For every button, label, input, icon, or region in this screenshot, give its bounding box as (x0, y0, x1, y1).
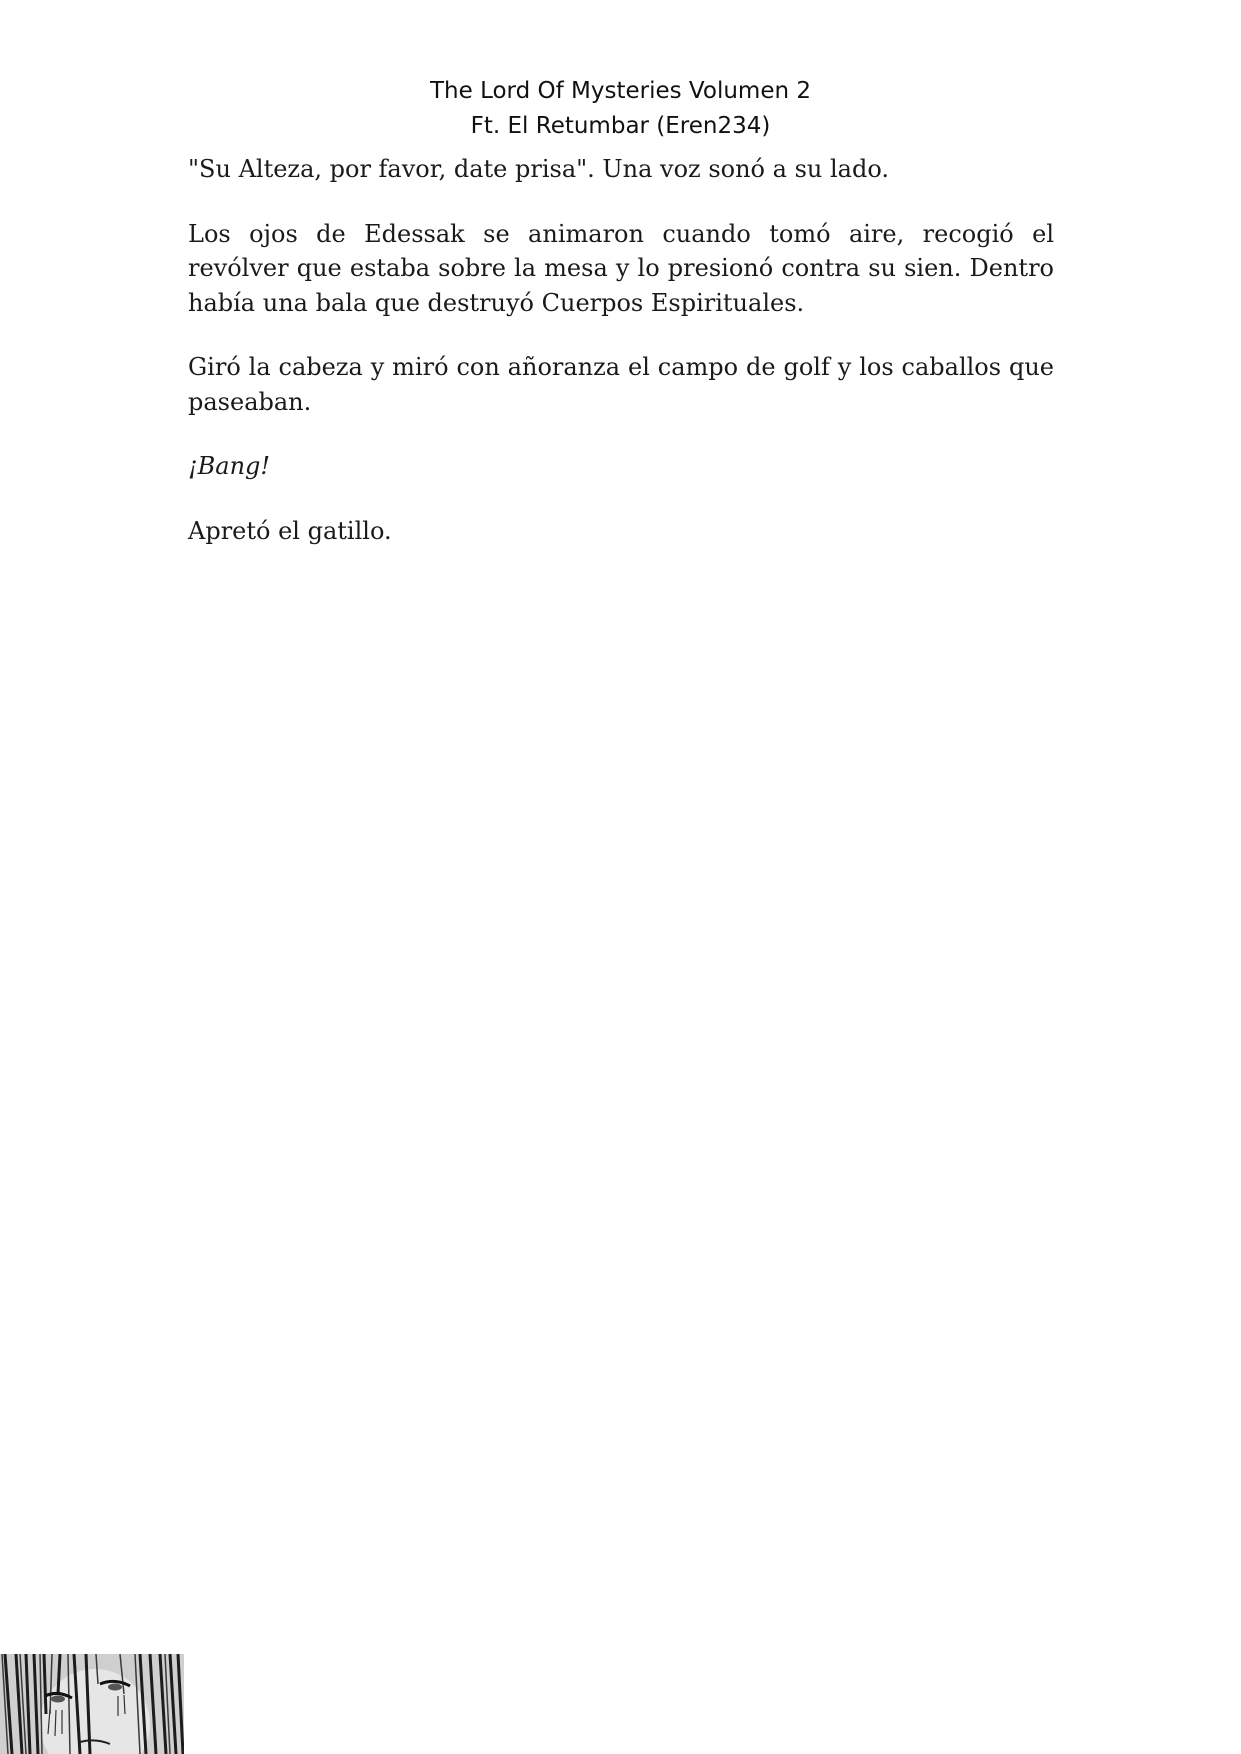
paragraph: Apretó el gatillo. (188, 516, 392, 545)
header-subtitle: Ft. El Retumbar (Eren234) (470, 113, 771, 139)
header-title: The Lord Of Mysteries Volumen 2 (429, 78, 811, 104)
paragraph: "Su Alteza, por favor, date prisa". Una voz sonó a su lado. (188, 155, 889, 183)
paragraph: Giró la cabeza y miró con añoranza el campo de golf y los caballos que paseaban. (188, 353, 1054, 416)
corner-art-image (0, 1654, 184, 1754)
paragraph: Los ojos de Edessak se animaron cuando tomó aire, recogió el revólver que estaba sobre la mesa y lo presionó contra su sien. Dentro había una bala que destruyó Cuerpos Espirituales. (188, 219, 1054, 317)
paragraph-italic: ¡Bang! (188, 452, 271, 480)
page-header (0, 74, 1241, 144)
body-text (188, 152, 1054, 578)
